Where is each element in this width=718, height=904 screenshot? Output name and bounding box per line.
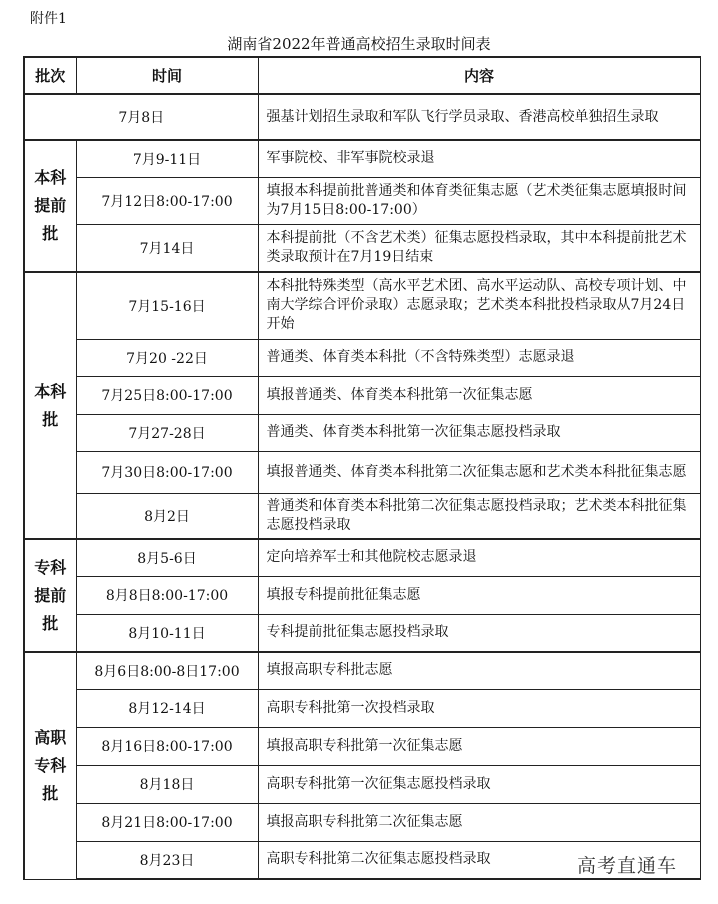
table-header-row [24, 57, 700, 94]
watermark-text: 高考直通车 [577, 855, 678, 877]
row-content: 强基计划招生录取和军队飞行学员录取、香港高校单独招生录取 [258, 94, 700, 140]
row-time: 7月9-11日 [76, 140, 258, 177]
header-batch: 批次 [24, 57, 76, 94]
row-content: 军事院校、非军事院校录退 [258, 140, 700, 177]
batch-label: 高职 [34, 727, 67, 747]
table-row [24, 493, 700, 539]
row-content: 填报专科提前批征集志愿 [258, 576, 700, 614]
batch-label: 提前 [34, 196, 67, 215]
row-time: 8月10-11日 [76, 614, 258, 652]
row-content: 填报高职专科批第一次征集志愿 [258, 727, 700, 765]
row-time: 8月8日8:00-17:00 [76, 576, 258, 614]
header-content: 内容 [258, 57, 700, 94]
batch-cell-benke-tiqian [24, 140, 76, 272]
row-time: 7月30日8:00-17:00 [76, 451, 258, 493]
row-time: 8月23日 [76, 841, 258, 879]
row-content: 填报本科提前批普通类和体育类征集志愿（艺术类征集志愿填报时间为7月15日8:00-17:00） [258, 177, 700, 224]
table-row [24, 177, 700, 224]
table-row [24, 451, 700, 493]
table-row [24, 140, 700, 177]
row-time: 8月6日8:00-8日17:00 [76, 652, 258, 689]
batch-label: 提前 [34, 585, 67, 605]
row-content: 专科提前批征集志愿投档录取 [258, 614, 700, 652]
attachment-label: 附件1 [30, 11, 67, 27]
table-row [24, 272, 700, 339]
table-row [24, 539, 700, 576]
batch-cell-benke [24, 272, 76, 539]
row-time: 8月21日8:00-17:00 [76, 803, 258, 841]
row-time: 8月2日 [76, 493, 258, 539]
batch-label: 批 [42, 224, 59, 243]
row-content: 普通类、体育类本科批（不含特殊类型）志愿录退 [258, 339, 700, 376]
row-time: 8月18日 [76, 765, 258, 803]
row-content: 填报普通类、体育类本科批第一次征集志愿 [258, 376, 700, 414]
row-time: 7月14日 [76, 224, 258, 272]
table-row [24, 614, 700, 652]
batch-label: 批 [42, 783, 59, 803]
table-row [24, 94, 700, 140]
row-content: 普通类和体育类本科批第二次征集志愿投档录取；艺术类本科批征集志愿投档录取 [258, 493, 700, 539]
row-content: 填报普通类、体育类本科批第二次征集志愿和艺术类本科批征集志愿 [258, 451, 700, 493]
row-time: 8月5-6日 [76, 539, 258, 576]
batch-label: 专科 [34, 755, 67, 775]
row-time: 7月8日 [24, 94, 258, 140]
batch-label: 本科 [34, 381, 67, 401]
batch-cell-gaozhi [24, 652, 76, 879]
batch-label: 批 [42, 409, 59, 429]
table-row [24, 765, 700, 803]
row-time: 8月12-14日 [76, 689, 258, 727]
table-row [24, 414, 700, 451]
table-row [24, 727, 700, 765]
batch-cell-zhuanke-tiqian [24, 539, 76, 652]
row-content: 本科批特殊类型（高水平艺术团、高水平运动队、高校专项计划、中南大学综合评价录取）志愿录取；艺术类本科批投档录取从7月24日开始 [258, 272, 700, 339]
row-time: 7月12日8:00-17:00 [76, 177, 258, 224]
header-time: 时间 [76, 57, 258, 94]
row-time: 7月15-16日 [76, 272, 258, 339]
row-content: 高职专科批第一次征集志愿投档录取 [258, 765, 700, 803]
row-content: 定向培养军士和其他院校志愿录退 [258, 539, 700, 576]
row-time: 8月16日8:00-17:00 [76, 727, 258, 765]
admission-schedule-table [23, 56, 701, 880]
batch-label: 专科 [34, 557, 67, 577]
batch-label: 本科 [34, 168, 67, 187]
table-row [24, 689, 700, 727]
row-content: 填报高职专科批志愿 [258, 652, 700, 689]
table-row [24, 224, 700, 272]
table-row [24, 652, 700, 689]
row-content: 高职专科批第一次投档录取 [258, 689, 700, 727]
batch-label: 批 [42, 613, 59, 633]
row-time: 7月25日8:00-17:00 [76, 376, 258, 414]
row-time: 7月27-28日 [76, 414, 258, 451]
table-row [24, 803, 700, 841]
table-row [24, 339, 700, 376]
table-row [24, 576, 700, 614]
row-content: 填报高职专科批第二次征集志愿 [258, 803, 700, 841]
page-title: 湖南省2022年普通高校招生录取时间表 [227, 35, 491, 53]
table-row [24, 376, 700, 414]
row-content: 本科提前批（不含艺术类）征集志愿投档录取，其中本科提前批艺术类录取预计在7月19日结束 [258, 224, 700, 272]
row-content: 高职专科批第二次征集志愿投档录取 [258, 841, 700, 879]
row-time: 7月20 -22日 [76, 339, 258, 376]
row-content: 普通类、体育类本科批第一次征集志愿投档录取 [258, 414, 700, 451]
